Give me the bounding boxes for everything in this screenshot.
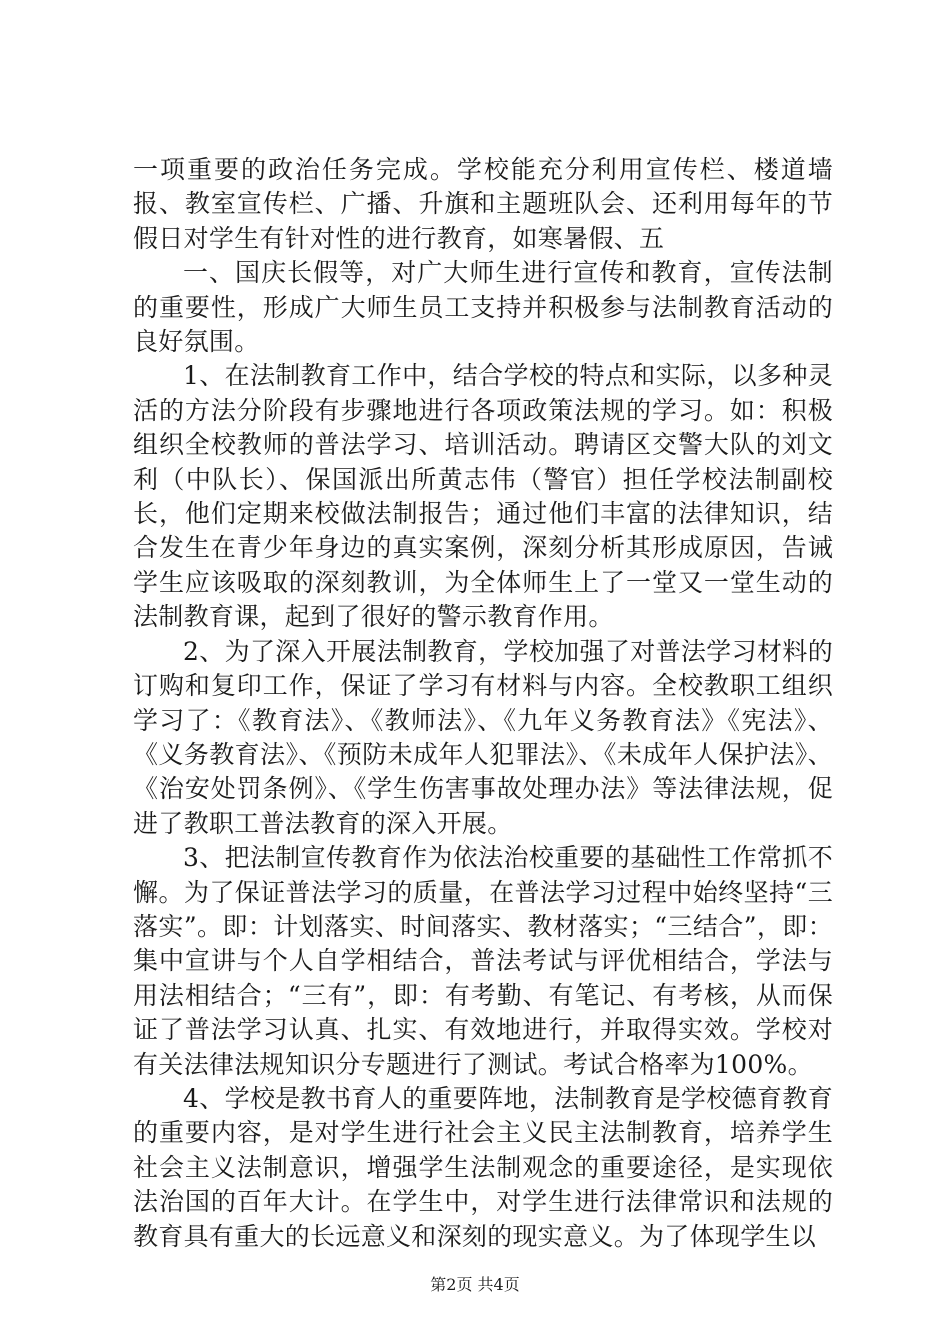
- paragraph-6: 4、学校是教书育人的重要阵地，法制教育是学校德育教育的重要内容，是对学生进行社会主义民主法制教育，培养学生社会主义法制意识，增强学生法制观念的重要途径，是实现依法治国的百年大计。在学生中，对学生进行法律常识和法规的教育具有重大的长远意义和深刻的现实意义。为了体现学生以: [133, 1083, 833, 1251]
- paragraph-3: 1、在法制教育工作中，结合学校的特点和实际，以多种灵活的方法分阶段有步骤地进行各项政策法规的学习。如：积极组织全校教师的普法学习、培训活动。聘请区交警大队的刘文利（中队长）、保国派出所黄志伟（警官）担任学校法制副校长，他们定期来校做法制报告；通过他们丰富的法律知识，结合发生在青少年身边的真实案例，深刻分析其形成原因，告诫学生应该吸取的深刻教训，为全体师生上了一堂又一堂生动的法制教育课，起到了很好的警示教育作用。: [133, 361, 833, 632]
- paragraph-2: 一、国庆长假等，对广大师生进行宣传和教育，宣传法制的重要性，形成广大师生员工支持并积极参与法制教育活动的良好氛围。: [133, 258, 833, 357]
- paragraph-1: 一项重要的政治任务完成。学校能充分利用宣传栏、楼道墙报、教室宣传栏、广播、升旗和主题班队会、还利用每年的节假日对学生有针对性的进行教育，如寒暑假、五: [133, 155, 833, 253]
- document-body: [133, 153, 833, 1254]
- page-footer: 第2页 共4页: [430, 1275, 520, 1294]
- paragraph-5: 3、把法制宣传教育作为依法治校重要的基础性工作常抓不懈。为了保证普法学习的质量，在普法学习过程中始终坚持“三落实”。即：计划落实、时间落实、教材落实；“三结合”，即：集中宣讲与个人自学相结合，普法考试与评优相结合，学法与用法相结合；“三有”，即：有考勤、有笔记、有考核，从而保证了普法学习认真、扎实、有效地进行，并取得实效。学校对有关法律法规知识分专题进行了测试。考试合格率为100%。: [133, 843, 833, 1079]
- paragraph-4: 2、为了深入开展法制教育，学校加强了对普法学习材料的订购和复印工作，保证了学习有材料与内容。全校教职工组织学习了：《教育法》、《教师法》、《九年义务教育法》《宪法》、《义务教育法》、《预防未成年人犯罪法》、《未成年人保护法》、《治安处罚条例》、《学生伤害事故处理办法》等法律法规，促进了教职工普法教育的深入开展。: [133, 636, 833, 838]
